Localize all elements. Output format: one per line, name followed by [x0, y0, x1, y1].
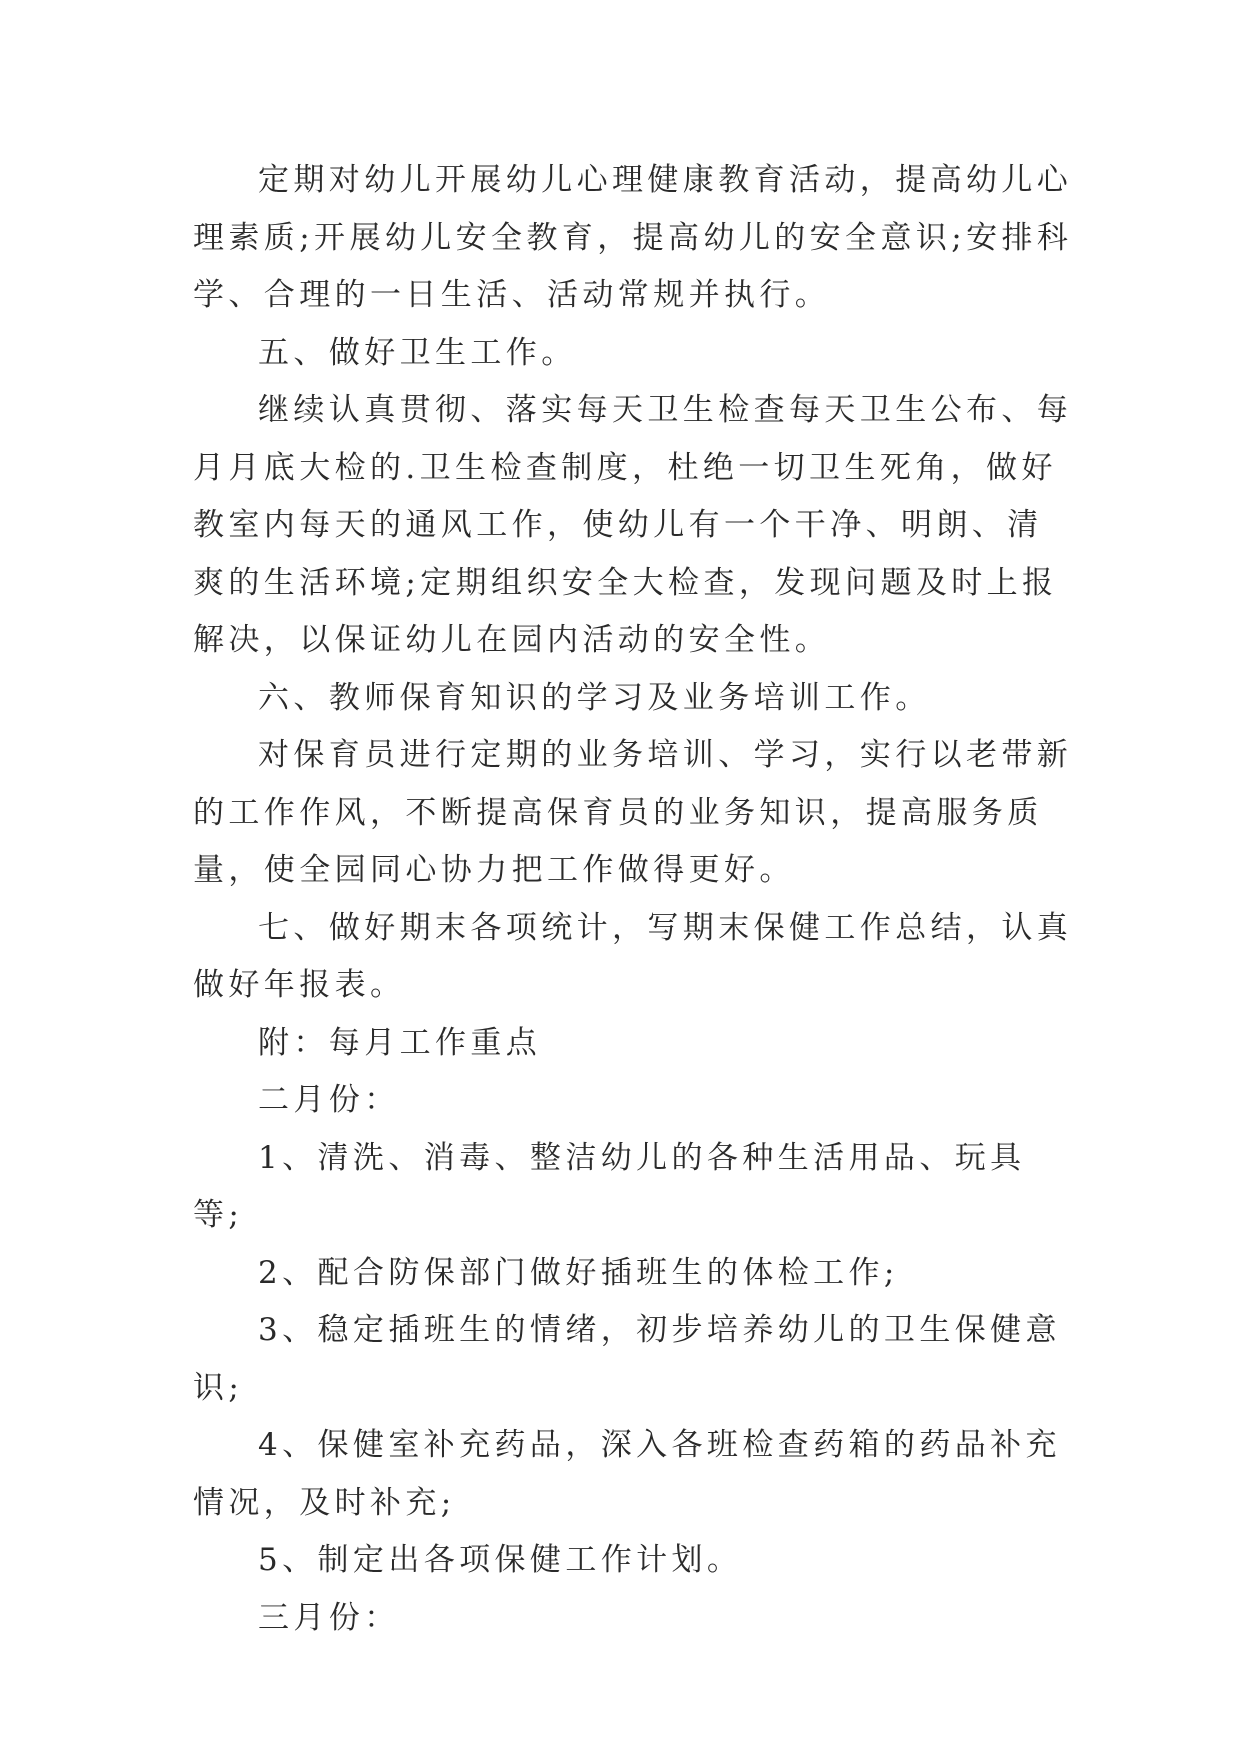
list-item: 4、保健室补充药品，深入各班检查药箱的药品补充情况，及时补充; — [193, 1427, 1061, 1521]
list-item: 2、配合防保部门做好插班生的体检工作; — [258, 1254, 899, 1291]
section-heading: 五、做好卫生工作。 — [258, 334, 577, 371]
list-item: 3、稳定插班生的情绪，初步培养幼儿的卫生保健意识; — [193, 1312, 1061, 1406]
list-item: 5、制定出各项保健工作计划。 — [258, 1542, 743, 1578]
body-paragraph: 定期对幼儿开展幼儿心理健康教育活动，提高幼儿心理素质;开展幼儿安全教育，提高幼儿的安全意识;安排科学、合理的一日生活、活动常规并执行。 — [193, 162, 1073, 313]
body-paragraph: 对保育员进行定期的业务培训、学习，实行以老带新的工作作风，不断提高保育员的业务知识，提高服务质量，使全园同心协力把工作做得更好。 — [193, 737, 1073, 888]
body-paragraph: 继续认真贯彻、落实每天卫生检查每天卫生公布、每月月底大检的.卫生检查制度，杜绝一切卫生死角，做好教室内每天的通风工作，使幼儿有一个干净、明朗、清爽的生活环境;定期组织安全大检查，发现问题及时上报解决，以保证幼儿在园内活动的安全性。 — [193, 392, 1073, 658]
list-item: 1、清洗、消毒、整洁幼儿的各种生活用品、玩具等; — [193, 1139, 1026, 1233]
appendix-heading: 附：每月工作重点 — [258, 1024, 542, 1061]
month-heading: 三月份： — [258, 1599, 400, 1636]
document-body — [193, 152, 1073, 1647]
month-heading: 二月份： — [258, 1082, 400, 1118]
section-heading: 六、教师保育知识的学习及业务培训工作。 — [258, 679, 931, 716]
section-heading: 七、做好期末各项统计，写期末保健工作总结，认真做好年报表。 — [193, 909, 1073, 1003]
